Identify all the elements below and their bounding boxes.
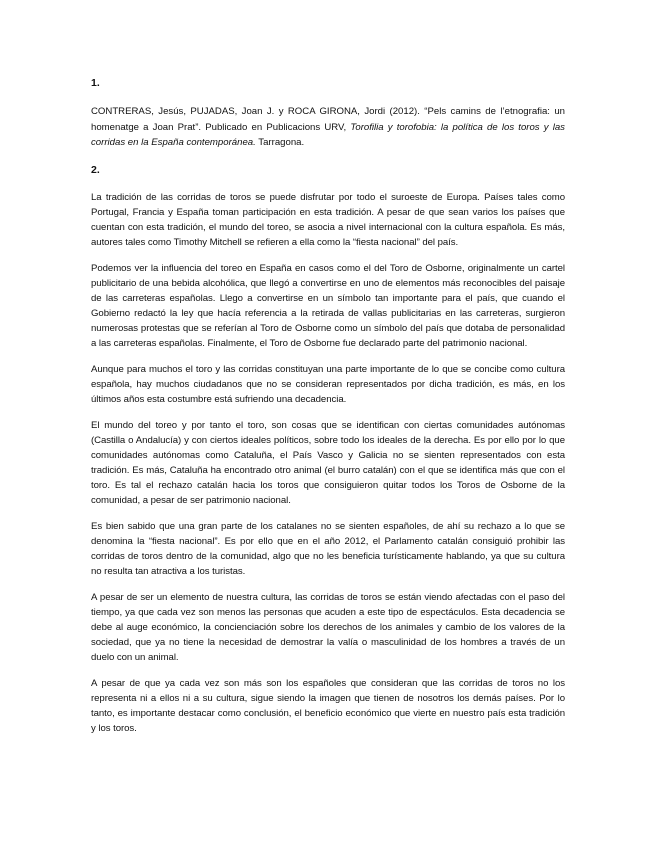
- reference-city: Tarragona.: [258, 137, 305, 148]
- paragraph: Aunque para muchos el toro y las corridas constituyan una parte importante de lo que se concibe como cultura española, hay muchos ciudadanos que no se consideran representados por dicha tradición, es más, en los últimos años esta costumbre está sufriendo una decadencia.: [91, 363, 565, 405]
- reference-chapter: “Pels camins de l’etnografia: un homenatge a Joan Prat”.: [91, 106, 565, 133]
- paragraph: El mundo del toreo y por tanto el toro, son cosas que se identifican con ciertas comunidades autónomas (Castilla o Andalucía) y con ciertos ideales políticos, sobre todo los ideales de la derecha. Es por ello por lo que comunidades autónomas como Cataluña, el País Vasco y Galicia no se sienten representados con esta tradición. Es más, Cataluña ha encontrado otro animal (el burro catalán) con el que se identifica más que con el toro. Es tal el rechazo catalán hacia los toros que consiguieron quitar todos los Toros de Osborne de la comunidad, a pesar de ser patrimonio nacional.: [91, 419, 565, 506]
- paragraph: A pesar de ser un elemento de nuestra cultura, las corridas de toros se están viendo afectadas con el paso del tiempo, ya que cada vez son menos las personas que acuden a este tipo de espectáculos. Esta decadencia se debe al auge económico, la concienciación sobre los derechos de los animales y cambio de los valores de la sociedad, que ya no tiene la necesidad de demostrar la valía o masculinidad de los hombres a través de un duelo con un animal.: [91, 591, 565, 663]
- paragraph: La tradición de las corridas de toros se puede disfrutar por todo el suroeste de Europa. Países tales como Portugal, Francia y España toman participación en esta tradición. A pesar de que sean varios los países que cuentan con esta tradición, el mundo del toreo, se asocia a nivel internacional con la cultura española. Es más, autores tales como Timothy Mitchell se refieren a ella como la “fiesta nacional” del país.: [91, 191, 565, 248]
- bibliographic-reference: [91, 104, 565, 151]
- paragraph: A pesar de que ya cada vez son más son los españoles que consideran que las corridas de toros no los representa ni a ellos ni a su cultura, sigue siendo la imagen que tienen de nosotros los demás países. Por lo tanto, es importante destacar como conclusión, el beneficio económico que vierte en nuestro país esta tradición y los toros.: [91, 677, 565, 734]
- paragraph: Es bien sabido que una gran parte de los catalanes no se sienten españoles, de ahí su rechazo a lo que se denomina la “fiesta nacional”. Es por ello que en el año 2012, el Parlamento catalán consiguió prohibir las corridas de toros dentro de la comunidad, algo que no les beneficia turísticamente hablando, ya que su cultura no resulta tan atractiva a los turistas.: [91, 520, 565, 577]
- paragraph: Podemos ver la influencia del toreo en España en casos como el del Toro de Osborne, originalmente un cartel publicitario de una bebida alcohólica, que llegó a convertirse en uno de elementos más reconocibles del paisaje de las carreteras españolas. Llego a convertirse en un símbolo tan importante para el país, que cuando el Gobierno redactó la ley que hacía referencia a la retirada de vallas publicitarias en las carreteras, surgieron numerosas protestas que se referían al Toro de Osborne como un símbolo del país que dotaba de personalidad a las carreteras españolas. Finalmente, el Toro de Osborne fue declarado parte del patrimonio nacional.: [91, 262, 565, 349]
- reference-book-title: Torofilia y torofobia: la política de los toros y las corridas en la España contemporánea.: [91, 121, 565, 148]
- section-2-number: 2.: [91, 163, 100, 176]
- document-page: [91, 76, 565, 747]
- reference-published-in: Publicado en Publicacions URV,: [205, 121, 347, 133]
- reference-authors: CONTRERAS, Jesús, PUJADAS, Joan J. y ROCA GIRONA, Jordi (2012).: [91, 106, 420, 117]
- section-1-number: 1.: [91, 77, 100, 89]
